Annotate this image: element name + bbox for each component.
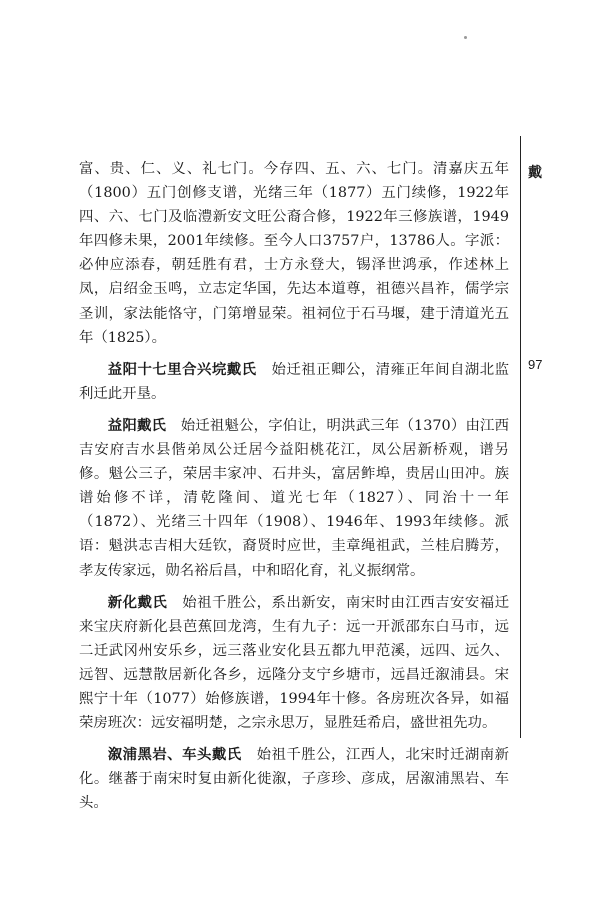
entry-hexing-dai — [79, 358, 509, 406]
entry-heading: 益阳戴氏 — [107, 417, 167, 434]
entry-heading: 新化戴氏 — [107, 594, 168, 611]
entry-text: 始迁祖正卿公，清雍正年间自湖北监利迁此开垦。 — [79, 361, 509, 402]
entry-xinhua-dai — [79, 591, 509, 736]
page-speck — [464, 36, 467, 39]
entry-text: 始祖千胜公，江西人，北宋时迁湖南新化。继蕃于南宋时复由新化徙溆，子彦珍、彦成，居溆浦黑岩、车头。 — [79, 747, 509, 812]
running-head-char: 戴 — [528, 165, 542, 181]
body-text — [79, 157, 509, 823]
paragraph-continuation — [79, 157, 509, 350]
page-number: 97 — [528, 357, 543, 372]
entry-text: 始祖千胜公，系出新安，南宋时由江西吉安安福迁来宝庆府新化县芭蕉回龙湾，生有九子：远一开派邵东白马市，远二迁武冈州安乐乡，远三落业安化县五都九甲范溪，远四、远久、远智、远慧散居新化各乡，远隆分支宁乡塘市，远昌迁溆浦县。宋熙宁十年（1077）始修族谱，1994年十修。各房班次各异，如福荣房班次：远安福明楚，之宗永思万，显胜廷希启，盛世祖先功。 — [79, 594, 509, 732]
entry-yiyang-dai — [79, 414, 509, 583]
margin-rule — [520, 136, 521, 738]
entry-heading: 溆浦黑岩、车头戴氏 — [107, 747, 242, 764]
entry-heading: 益阳十七里合兴垸戴氏 — [107, 361, 257, 378]
paragraph-text: 富、贵、仁、义、礼七门。今存四、五、六、七门。清嘉庆五年（1800）五门创修支谱，光绪三年（1877）五门续修，1922年四、六、七门及临澧新安文旺公裔合修，1922年三修族谱，1949年四修未果，2001年续修。至今人口3757户，13786人。字派：必仲应添春，朝廷胜有君，士方永登大，锡泽世鸿承，作述林上凤，启绍金玉鸣，立志定华国，先达本道尊，祖德兴昌祚，儒学宗圣训，家法能恪守，门第增显荣。祖祠位于石马堰，建于清道光五年（1825）。 — [79, 161, 509, 346]
entry-text: 始迁祖魁公，字伯让，明洪武三年（1370）由江西吉安府吉水县偕弟凤公迁居今益阳桃花江，凤公居新桥观，谱另修。魁公三子，荣居丰家冲、石井头，富居鲊埠，贵居山田冲。族谱始修不详，清乾隆间、道光七年（1827）、同治十一年（1872）、光绪三十四年（1908）、1946年、1993年续修。派语：魁洪志吉相大廷钦，裔贤时应世，圭章绳祖武，兰桂启腾芳，孝友传家远，勋名裕后昌，中和昭化育，礼义振纲常。 — [79, 417, 509, 579]
entry-xupu-dai — [79, 743, 509, 815]
